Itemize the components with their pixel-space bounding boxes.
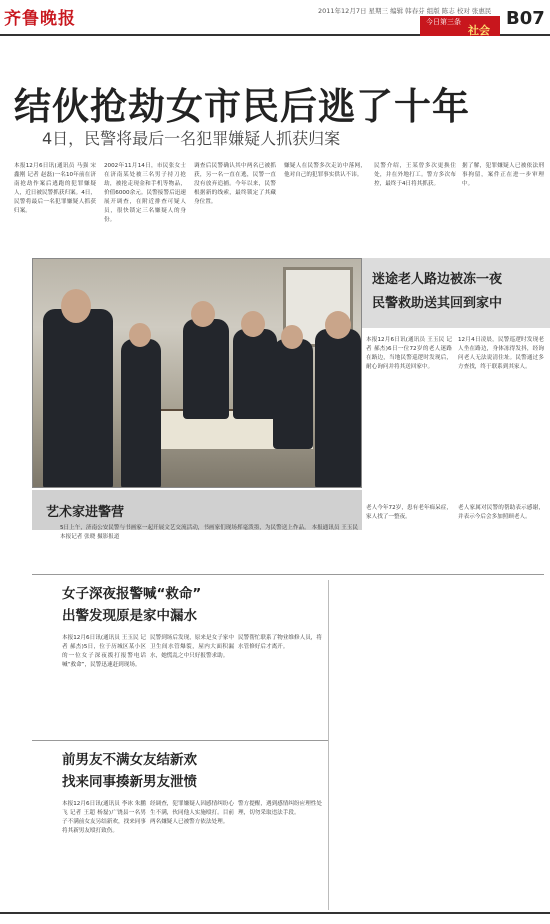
masthead — [0, 0, 550, 36]
newspaper-logo: 齐鲁晚报 — [4, 9, 76, 29]
story2-column-1: 本报12月6日讯(通讯员 王玉民 记者 郝杰)5日，位于历城区某小区的一位女子深夜拨打报警电话喊“救命”，民警迅速赶到现场。 — [62, 635, 146, 668]
main-column-2: 2002年11月14日，市民张女士在济南某处被三名男子持刀抢劫，被抢走现金和手机等物品，价值6000余元。民警接警后迅速展开调查，在附近排查可疑人员，很快锁定三名嫌疑人的身份。 — [104, 163, 186, 223]
story3-title-line-1: 前男友不满女友结新欢 — [62, 752, 197, 768]
sidebar-title-line-1: 迷途老人路边被冻一夜 — [372, 272, 503, 287]
section-name: 社会 — [468, 24, 490, 37]
photo-face — [281, 325, 303, 349]
photo-face — [241, 311, 265, 337]
news-photo — [32, 258, 362, 488]
photo-figure — [315, 329, 361, 488]
photo-figure — [183, 319, 229, 419]
bottom-rule — [0, 912, 550, 914]
photo-figure — [233, 329, 277, 419]
column-divider — [328, 580, 329, 910]
section-divider — [32, 740, 328, 741]
page-number: B07 — [506, 8, 545, 29]
photo-figure — [121, 339, 161, 488]
main-column-1: 本报12月6日讯(通讯员 马强 宋鑫刚 记者 赵磊)一名10年前在济南抢劫作案后逃跑的犯罪嫌疑人，近日被民警抓获归案。4日，民警将最后一名犯罪嫌疑人抓获归案。 — [14, 163, 96, 214]
artist-caption — [60, 524, 360, 542]
artist-caption-text: 5日上午，济南公安民警与书画家一起开展文艺交流活动，书画家们现场挥毫泼墨，为民警送上作品。 — [60, 525, 310, 531]
photo-face — [191, 301, 215, 327]
section-band — [420, 16, 500, 36]
photo-face — [325, 311, 351, 339]
sidebar-column-3: 老人今年72岁，患有老年痴呆症，家人找了一整夜。 — [366, 505, 452, 520]
main-column-6: 据了解，犯罪嫌疑人已被依法刑事拘留，案件正在进一步审理中。 — [462, 163, 544, 187]
main-column-3: 调查后民警确认其中两名已被抓获，另一名一直在逃，民警一直没有放弃追捕。今年以来，民警根据新的线索，最终锁定了其藏身位置。 — [194, 163, 276, 205]
story3-title-line-2: 找来同事揍新男友泄愤 — [62, 774, 197, 790]
section-divider — [32, 574, 544, 575]
photo-figure — [273, 339, 313, 449]
artist-credit: 本报通讯员 王玉民 本报记者 张晓 摄影报道 — [60, 525, 358, 540]
main-column-5: 民警介绍，王某曾多次更换住处，并在外地打工。警方多次布控，最终于4日将其抓获。 — [374, 163, 456, 187]
main-headline: 结伙抢劫女市民后逃了十年 — [14, 85, 470, 128]
main-column-4: 嫌疑人在民警多次走访中落网，他对自己的犯罪事实供认不讳。 — [284, 163, 366, 178]
photo-face — [61, 289, 91, 323]
story2-title-line-2: 出警发现原是家中漏水 — [62, 608, 197, 624]
story2-title-line-1: 女子深夜报警喊“救命” — [62, 586, 202, 602]
sidebar-column-2: 12月4日凌晨，民警巡逻时发现老人坐在路边，身体冻得发抖，经询问老人无法说清住址。民警通过多方查找，终于联系到其家人。 — [458, 337, 544, 370]
story3-column-1: 本报12月6日讯(通讯员 李冰 朱鹏飞 记者 王超 杨磊)广饶县一名男子不满前女友另结新欢，找来同事将其新男友殴打致伤。 — [62, 801, 146, 834]
sidebar-column-4: 老人家属对民警的帮助表示感谢，并表示今后会多加照顾老人。 — [458, 505, 544, 520]
photo-face — [129, 323, 151, 347]
main-subhead: 4日，民警将最后一名犯罪嫌疑人抓获归案 — [42, 129, 341, 148]
story3-column-3: 警方提醒，遇到感情纠纷应理性处理，切勿采取违法手段。 — [238, 801, 322, 816]
story2-column-2: 民警到场后发现，原来是女子家中卫生间水管爆裂，屋内大面积漏水，她慌乱之中只好报警求助。 — [150, 635, 234, 659]
story2-column-3: 民警帮忙联系了物业维修人员，将水管修好后才离开。 — [238, 635, 322, 650]
dateline: 2011年12月7日 星期三 编辑 韩春芬 组版 陈志 校对 张惠民 — [318, 7, 492, 15]
story3-column-2: 经调查，犯罪嫌疑人因感情纠纷心生不满，伙同他人实施殴打。目前两名嫌疑人已被警方依法处理。 — [150, 801, 234, 825]
sidebar-column-1: 本报12月6日讯(通讯员 王玉民 记者 郝杰)6日一位72岁的老人迷路在路边，当地民警巡逻时发现后，耐心询问并将其送回家中。 — [366, 337, 452, 370]
sidebar-title-line-2: 民警救助送其回到家中 — [372, 296, 503, 311]
band-label: 今日第三条 — [426, 18, 461, 26]
artist-title: 艺术家进警营 — [46, 505, 125, 520]
photo-figure — [43, 309, 113, 488]
